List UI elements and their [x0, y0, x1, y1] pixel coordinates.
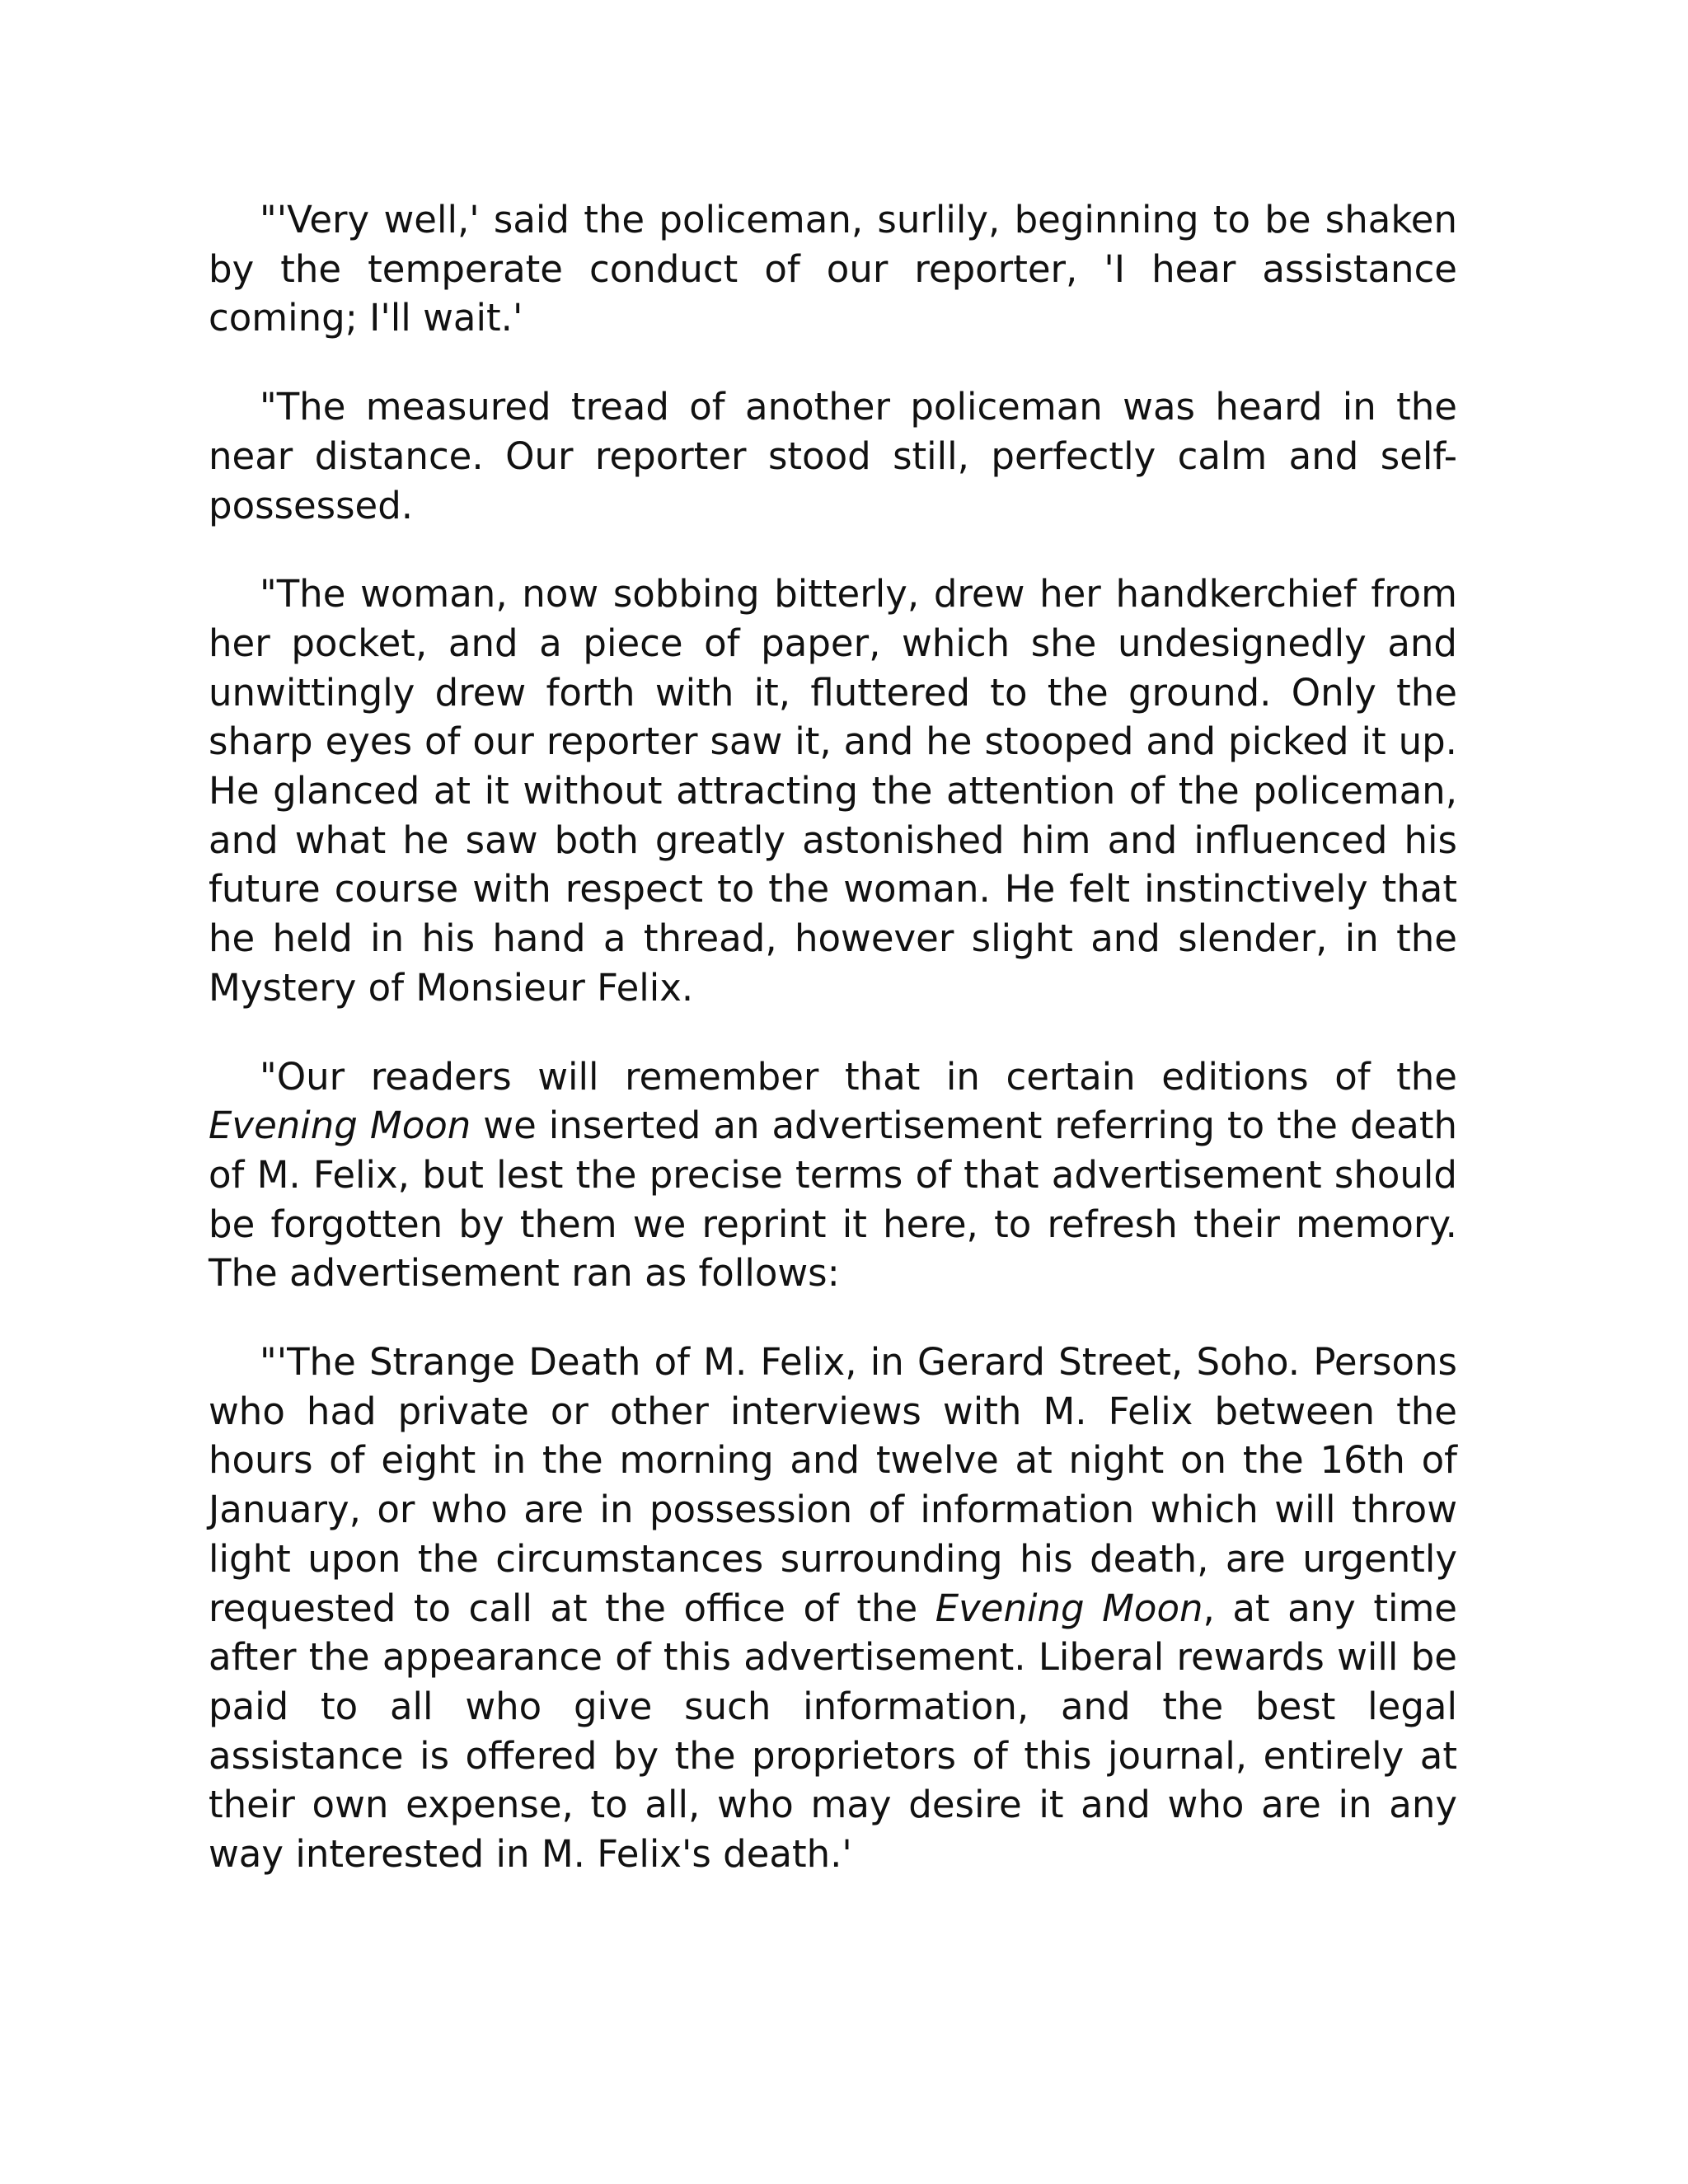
paragraph-text: "The woman, now sobbing bitterly, drew her handkerchief from her pocket, and a piece of paper, which she undesignedly and unwittingly drew forth with it, fluttered to the ground. Only the sharp eyes of our reporter saw it, and he stooped and picked it up. He glanced at it without attracting the attention of the policeman, and what he saw both greatly astonished him and influenced his future course with respect to the woman. He felt instinctively that he held in his hand a thread, however slight and slender, in the Mystery of Monsieur Felix. — [209, 572, 1457, 1010]
paragraph-text: "The measured tread of another policeman was heard in the near distance. Our reporter stood still, perfectly calm and self-possessed. — [209, 385, 1457, 527]
document-page — [209, 195, 1457, 1919]
paragraph-text: , at any time after the appearance of this advertisement. Liberal rewards will be paid to all who give such information, and the best legal assistance is offered by the proprietors of this journal, entirely at their own expense, to all, who may desire it and who are in any way interested in M. Felix's death.' — [209, 1586, 1457, 1877]
paragraph-text: "'Very well,' said the policeman, surlily, beginning to be shaken by the temperate conduct of our reporter, 'I hear assistance coming; I'll wait.' — [209, 198, 1457, 340]
paragraph-text: "'The Strange Death of M. Felix, in Gerard Street, Soho. Persons who had private or other interviews with M. Felix between the hours of eight in the morning and twelve at night on the 16th of January, or who are in possession of information which will throw light upon the circumstances surrounding his death, are urgently requested to call at the office of the — [209, 1340, 1457, 1630]
newspaper-title: Evening Moon — [209, 1104, 471, 1148]
paragraph-text: we inserted an advertisement referring to the death of M. Felix, but lest the precise terms of that advertisement should be forgotten by them we reprint it here, to refresh their memory. The advertisement ran as follows: — [209, 1104, 1457, 1296]
paragraph-1 — [209, 195, 1457, 343]
paragraph-4 — [209, 1052, 1457, 1299]
paragraph-text: "Our readers will remember that in certain editions of the — [260, 1054, 1457, 1099]
paragraph-5 — [209, 1338, 1457, 1879]
newspaper-title: Evening Moon — [935, 1586, 1203, 1630]
paragraph-3 — [209, 569, 1457, 1012]
paragraph-2 — [209, 382, 1457, 530]
